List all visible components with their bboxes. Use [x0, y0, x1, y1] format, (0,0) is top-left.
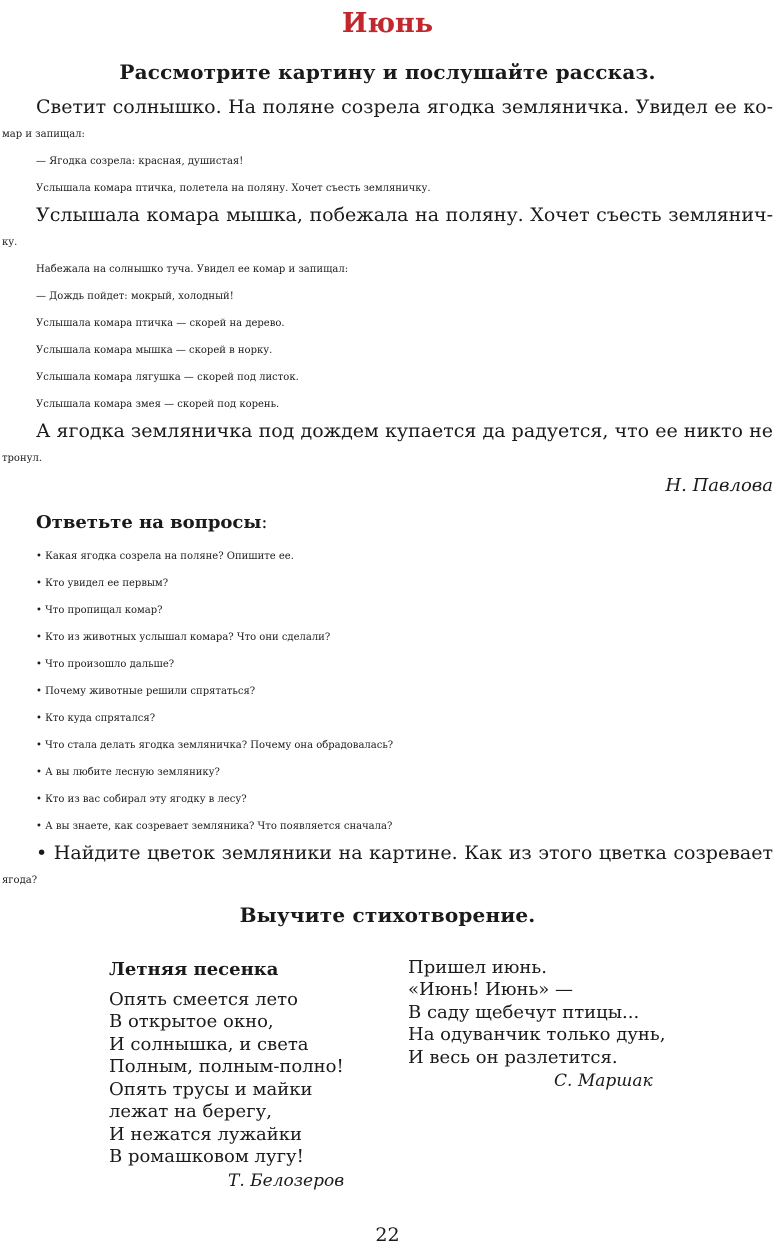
poem1-author: Т. Белозеров: [228, 1171, 345, 1191]
story-line: — Дождь пойдет: мокрый, холодный!: [36, 291, 234, 302]
story-line: Услышала комара мышка — скорей в норку.: [36, 345, 273, 356]
poem1-line: Опять трусы и майки: [109, 1079, 313, 1100]
page-title: Июнь: [341, 8, 434, 39]
question-item: • Почему животные решили спрятаться?: [36, 686, 256, 697]
question-item: • Какая ягодка созрела на поляне? Опишите ее.: [36, 551, 294, 562]
poem1-title: Летняя песенка: [109, 959, 279, 980]
story-line: мар и запищал:: [2, 129, 85, 140]
story-line: Услышала комара птичка, полетела на поляну. Хочет съесть земляничку.: [36, 183, 431, 194]
question-item: • Что пропищал комар?: [36, 605, 163, 616]
poem2-line: В саду щебечут птицы...: [408, 1002, 640, 1023]
story-heading: Рассмотрите картину и послушайте рассказ.: [119, 60, 656, 84]
story-author: Н. Павлова: [665, 475, 773, 496]
poem2-line: Пришел июнь.: [408, 957, 547, 978]
story-line: — Ягодка созрела: красная, душистая!: [36, 156, 244, 167]
story-line: ку.: [2, 237, 18, 248]
poem1-line: И солнышка, и света: [109, 1034, 309, 1055]
story-line: А ягодка земляничка под дождем купается да радуется, что ее никто не: [36, 420, 773, 442]
question-item: • А вы знаете, как созревает земляника? Что появляется сначала?: [36, 821, 393, 832]
story-line: Услышала комара птичка — скорей на дерево.: [36, 318, 285, 329]
poem-heading: Выучите стихотворение.: [239, 903, 536, 927]
poem1-line: В открытое окно,: [109, 1011, 274, 1032]
questions-heading-colon: :: [261, 512, 268, 533]
question-item: • Кто из животных услышал комара? Что они сделали?: [36, 632, 331, 643]
story-line: Набежала на солнышко туча. Увидел ее комар и запищал:: [36, 264, 349, 275]
story-line: Услышала комара лягушка — скорей под листок.: [36, 372, 299, 383]
poem2-line: На одуванчик только дунь,: [408, 1024, 666, 1045]
question-item: • А вы любите лесную землянику?: [36, 767, 220, 778]
question-item: • Что стала делать ягодка земляничка? Почему она обрадовалась?: [36, 740, 394, 751]
question-item: • Кто увидел ее первым?: [36, 578, 169, 589]
poem2-line: И весь он разлетится.: [408, 1047, 618, 1068]
poem1-line: лежат на берегу,: [109, 1101, 272, 1122]
poem1-line: В ромашковом лугу!: [109, 1146, 304, 1167]
poem1-line: Опять смеется лето: [109, 989, 298, 1010]
poem1-line: И нежатся лужайки: [109, 1124, 303, 1145]
page-number: 22: [375, 1224, 400, 1246]
story-line: Светит солнышко. На поляне созрела ягодка земляничка. Увидел ее ко-: [36, 96, 773, 118]
question-item: ягода?: [2, 875, 38, 886]
poem2-author: С. Маршак: [554, 1071, 653, 1091]
questions-heading-text: Ответьте на вопросы: [36, 512, 262, 533]
story-line: тронул.: [2, 453, 43, 464]
question-item: • Найдите цветок земляники на картине. Как из этого цветка созревает: [36, 842, 773, 864]
question-item: • Кто из вас собирал эту ягодку в лесу?: [36, 794, 247, 805]
questions-heading: [36, 512, 268, 533]
question-item: • Кто куда спрятался?: [36, 713, 156, 724]
poem1-line: Полным, полным-полно!: [109, 1056, 344, 1077]
question-item: • Что произошло дальше?: [36, 659, 175, 670]
story-line: Услышала комара мышка, побежала на поляну. Хочет съесть землянич-: [36, 204, 773, 226]
story-line: Услышала комара змея — скорей под корень.: [36, 399, 280, 410]
poem2-line: «Июнь! Июнь» —: [408, 979, 574, 1000]
